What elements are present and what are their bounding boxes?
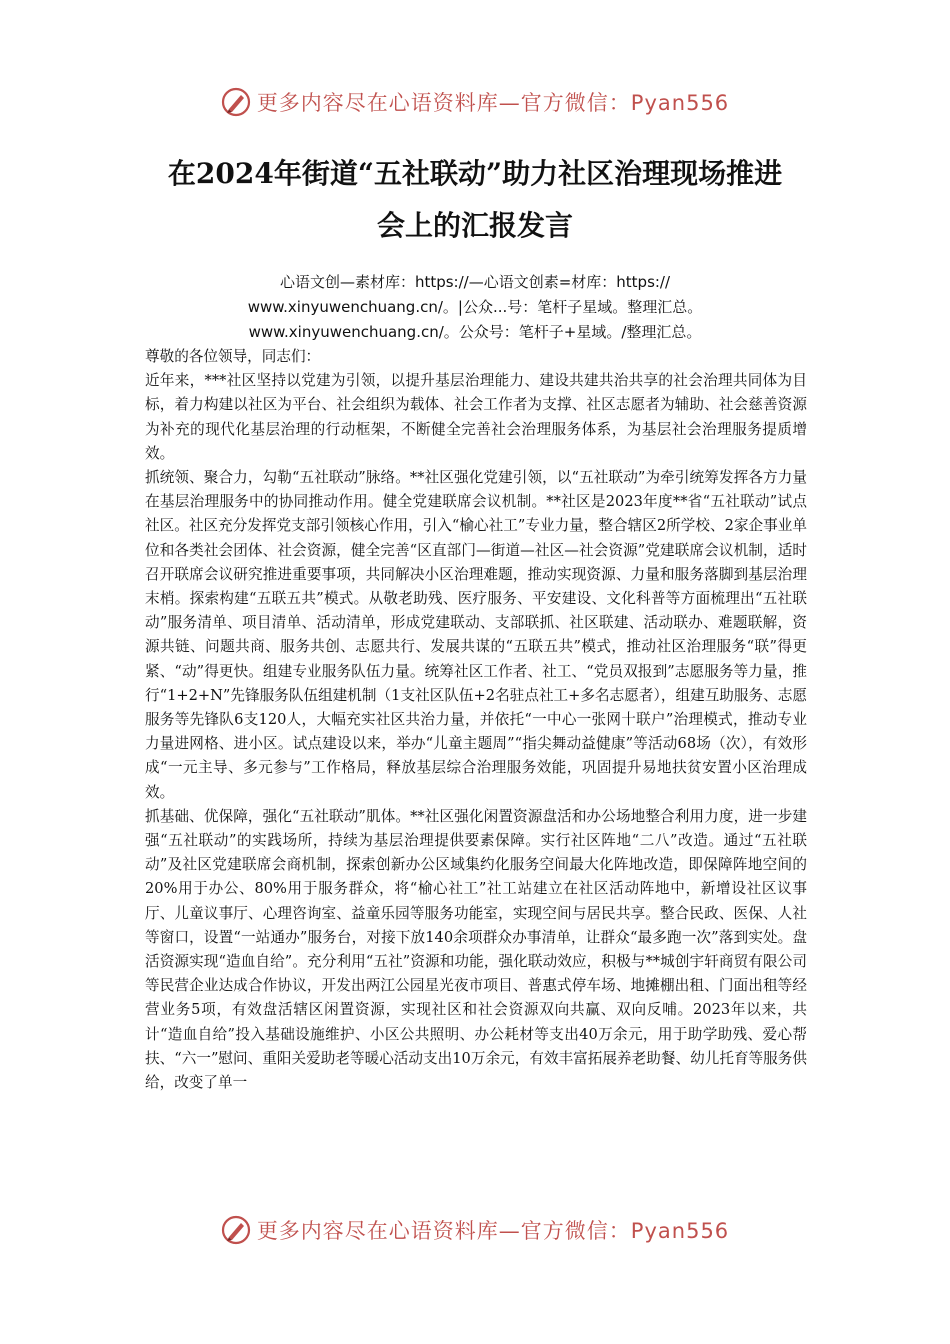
- document-body: [145, 345, 807, 1095]
- source-attribution: [120, 270, 830, 345]
- paragraph-intro: 近年来，***社区坚持以党建为引领，以提升基层治理能力、建设共建共治共享的社会治理共同体为目标，着力构建以社区为平台、社会组织为载体、社会工作者为支撑、社区志愿者为辅助、社会慈善资源为补充的现代化基层治理的行动框架，不断健全完善社会治理服务体系，为基层社会治理服务提质增效。: [145, 372, 807, 462]
- source-line-2: www.xinyuwenchuang.cn/。|公众...号：笔杆子星域。整理汇总。: [247, 298, 703, 316]
- title-line-2: 会上的汇报发言: [376, 209, 573, 242]
- footer-watermark-text: 更多内容尽在心语资料库—官方微信：Pyan556: [256, 1219, 730, 1243]
- paragraph-leadership: 抓统领、聚合力，勾勒“五社联动”脉络。**社区强化党建引领，以“五社联动”为牵引统筹发挥各方力量在基层治理服务中的协同推动作用。健全党建联席会议机制。**社区是2023年度**省“五社联动”试点社区。社区充分发挥党支部引领核心作用，引入“榆心社工”专业力量，整合辖区2所学校、2家企事业单位和各类社会团体、社会资源，健全完善“区直部门—街道—社区—社会资源”党建联席会议机制，适时召开联席会议研究推进重要事项，共同解决小区治理难题，推动实现资源、力量和服务落脚到基层治理末梢。探索构建“五联五共”模式。从敬老助残、医疗服务、平安建设、文化科普等方面梳理出“五社联动”服务清单、项目清单、活动清单，形成党建联动、支部联抓、社区联建、活动联办、难题联解，资源共链、问题共商、服务共创、志愿共行、发展共谋的“五联五共”模式，推动社区治理服务“联”得更紧、“动”得更快。组建专业服务队伍力量。统筹社区工作者、社工、“党员双报到”志愿服务等力量，推行“1+2+N”先锋服务队伍组建机制（1支社区队伍+2名驻点社工+多名志愿者），组建互助服务、志愿服务等先锋队6支120人，大幅充实社区共治力量，并依托“一中心一张网十联户”治理模式，推动专业力量进网格、进小区。试点建设以来，举办“儿童主题周”“指尖舞动益健康”等活动68场（次），有效形成“一元主导、多元参与”工作格局，释放基层综合治理服务效能，巩固提升易地扶贫安置小区治理成效。: [145, 469, 807, 801]
- document-title: [120, 148, 830, 252]
- pen-logo-icon: [221, 1215, 251, 1245]
- pen-logo-icon: [221, 87, 251, 117]
- header-watermark-banner: [0, 82, 950, 122]
- source-line-3: www.xinyuwenchuang.cn/。公众号：笔杆子+星域。/整理汇总。: [248, 323, 702, 341]
- header-watermark-text: 更多内容尽在心语资料库—官方微信：Pyan556: [256, 91, 730, 115]
- title-line-1: 在2024年街道“五社联动”助力社区治理现场推进: [167, 157, 783, 190]
- paragraph-foundation: 抓基础、优保障，强化“五社联动”肌体。**社区强化闲置资源盘活和办公场地整合利用力度，进一步建强“五社联动”的实践场所，持续为基层治理提供要素保障。实行社区阵地“二八”改造。通过“五社联动”及社区党建联席会商机制，探索创新办公区域集约化服务空间最大化阵地改造，即保障阵地空间的20%用于办公、80%用于服务群众，将“榆心社工”社工站建立在社区活动阵地中，新增设社区议事厅、儿童议事厅、心理咨询室、益童乐园等服务功能室，实现空间与居民共享。整合民政、医保、人社等窗口，设置“一站通办”服务台，对接下放140余项群众办事清单，让群众“最多跑一次”落到实处。盘活资源实现“造血自给”。充分利用“五社”资源和功能，强化联动效应，积极与**城创宇轩商贸有限公司等民营企业达成合作协议，开发出两江公园星光夜市项目、普惠式停车场、地摊棚出租、门面出租等经营业务5项，有效盘活辖区闲置资源，实现社区和社会资源双向共赢、双向反哺。2023年以来，共计“造血自给”投入基础设施维护、小区公共照明、办公耗材等支出40万余元，用于助学助残、爱心帮扶、“六一”慰问、重阳关爱助老等暖心活动支出10万余元，有效丰富拓展养老助餐、幼儿托育等服务供给，改变了单一: [145, 807, 807, 1092]
- greeting: 尊敬的各位领导，同志们：: [145, 348, 321, 365]
- source-line-1: 心语文创—素材库：https://—心语文创素=材库：https://: [279, 273, 671, 291]
- footer-watermark-banner: [0, 1210, 950, 1250]
